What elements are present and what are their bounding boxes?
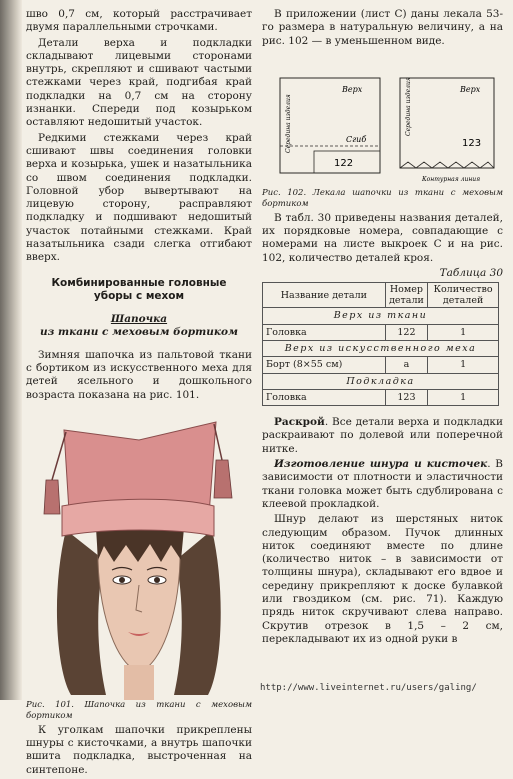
pattern-label: Середина изделия	[405, 77, 412, 136]
term-bold: Раскрой	[274, 416, 325, 429]
figure-caption: Рис. 101. Шапочка из ткани с меховым бортиком	[26, 699, 252, 721]
left-column	[26, 8, 252, 779]
paragraph: Редкими стежками через край сшивают швы соединения головки верха и козырька, ушек и назатыльника со швом соединения подкладки. Головной убор вывертывают на лицевую сторону, расправляют подкладку и подшивают недошитый участок потайными стежками. Край назатыльника сзади слегка отгибают вверх.	[26, 131, 252, 264]
paragraph: Изготовление шнура и кисточек. В зависимости от плотности и эластичности ткани головка может быть сдублирована с клеевой прокладкой.	[262, 458, 503, 510]
pattern-label: Контурная линия	[422, 175, 481, 183]
pattern-label: Середина изделия	[285, 94, 292, 153]
hat-illustration	[26, 410, 252, 700]
paragraph: Зимняя шапочка из пальтовой ткани с бортиком из искусственного меха для детей ясельного и дошкольного возраста показана на рис. 101.	[26, 348, 252, 401]
paragraph: Детали верха и подкладки складывают лицевыми сторонами внутрь, скрепляют и сшивают частыми стежками через край, подгибая край подкладки на 0,7 см на сторону изнанки. Спереди под козырьком оставляют недошитый участок.	[26, 36, 252, 129]
pattern-label: Сгиб	[346, 134, 367, 144]
paragraph: Шнур делают из шерстяных ниток следующим образом. Пучок длинных ниток соединяют вместе по длине (количество ниток – в зависимости от толщины шнура), складывают его вдвое и середину прикрепляют к доске булавкой или гвоздиком (см. рис. 71). Каждую прядь ниток скручивают слева направо. Скрутив отрезок в 1,5 – 2 см, перекладывают их из одной руки в	[262, 513, 503, 645]
table-header-row: Название детали Номер детали Количество деталей	[263, 283, 499, 308]
paragraph: шво 0,7 см, который расстрачивает двумя параллельными строчками.	[26, 8, 252, 34]
table-section-row: Подкладка	[263, 373, 499, 389]
parts-table	[262, 282, 499, 406]
girl-with-hat-drawing	[26, 410, 252, 700]
table-section-row: Верх из искусственного меха	[263, 340, 499, 356]
paragraph: К уголкам шапочки прикреплены шнуры с кисточками, а внутрь шапочки вшита подкладка, выстроченная на синтепоне.	[26, 723, 252, 776]
term-bold: Изготовление шнура и кисточек	[274, 458, 488, 471]
pattern-label: Верх	[460, 84, 481, 94]
right-column	[262, 8, 503, 648]
paragraph: Раскрой. Все детали верха и подкладки раскраивают по долевой или поперечной нитке.	[262, 416, 503, 455]
figure-caption: Рис. 102. Лекала шапочки из ткани с меховым бортиком	[262, 187, 503, 209]
pattern-label: Верх	[342, 84, 363, 94]
pattern-drawing	[262, 58, 503, 188]
watermark-url: http://www.liveinternet.ru/users/galing/	[260, 683, 477, 693]
table-section-row: Верх из ткани	[263, 308, 499, 324]
subsection-heading: Шапочка из ткани с меховым бортиком	[40, 312, 238, 338]
pattern-number: 123	[462, 137, 482, 149]
table-row: Борт (8×55 см) а 1	[263, 357, 499, 373]
paragraph: В приложении (лист С) даны лекала 53-го размера в натуральную величину, а на рис. 102 — в уменьшенном виде.	[262, 8, 503, 47]
pattern-figure	[262, 58, 503, 188]
book-spine-shadow	[0, 0, 22, 700]
section-heading: Комбинированные головные уборы с мехом	[51, 276, 227, 302]
table-caption: Таблица 30	[439, 267, 503, 280]
table-row: Головка 122 1	[263, 324, 499, 340]
pattern-number: 122	[334, 157, 354, 169]
paragraph: В табл. 30 приведены названия деталей, их порядковые номера, совпадающие с номерами на листе выкроек С и на рис. 102, количество деталей кроя.	[262, 211, 503, 264]
table-row: Головка 123 1	[263, 389, 499, 405]
